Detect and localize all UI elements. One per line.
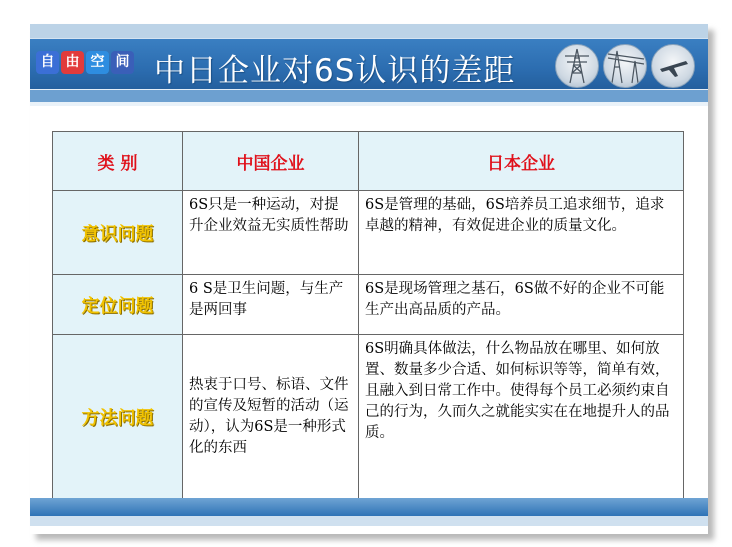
header-top-band (30, 24, 708, 38)
page-title: 中日企业对6S认识的差距 (154, 53, 516, 89)
header-category: 类 别 (53, 132, 183, 191)
logo-char-3: 空 (86, 51, 109, 74)
header-bottom-band (30, 90, 708, 102)
row-japan-text: 6S是现场管理之基石，6S做不好的企业不可能生产出高品质的产品。 (359, 275, 684, 335)
row-category: 定位问题 (53, 275, 183, 335)
footer-band (30, 498, 708, 516)
logo-char-2: 由 (61, 51, 84, 74)
comparison-table (52, 131, 684, 499)
airplane-icon (652, 45, 694, 87)
airplane-photo (651, 44, 695, 88)
power-lines-photo (603, 44, 647, 88)
row-japan-text: 6S是管理的基础，6S培养员工追求细节，追求卓越的精神，有效促进企业的质量文化。 (359, 191, 684, 275)
row-japan-text: 6S明确具体做法，什么物品放在哪里、如何放置、数量多少合适、如何标识等等，简单有效，且融入到日常工作中。使得每个员工必须约束自己的行为，久而久之就能实实在在地提升人的品质。 (359, 335, 684, 499)
power-lines-icon (604, 45, 646, 87)
power-tower-icon (556, 45, 598, 87)
row-china-text: 6S只是一种运动，对提升企业效益无实质性帮助 (183, 191, 359, 275)
row-category: 方法问题 (53, 335, 183, 499)
power-tower-photo (555, 44, 599, 88)
slide (30, 24, 708, 534)
header-china: 中国企业 (183, 132, 359, 191)
header-japan: 日本企业 (359, 132, 684, 191)
table-row (53, 191, 684, 275)
logo-char-4: 间 (111, 51, 134, 74)
table-header-row (53, 132, 684, 191)
row-china-text: 热衷于口号、标语、文件的宣传及短暂的活动（运动），认为6S是一种形式化的东西 (183, 335, 359, 499)
logo (36, 51, 134, 74)
table-row (53, 275, 684, 335)
table-row (53, 335, 684, 499)
row-category: 意识问题 (53, 191, 183, 275)
row-china-text: 6 S是卫生问题，与生产是两回事 (183, 275, 359, 335)
logo-char-1: 自 (36, 51, 59, 74)
footer-band-light (30, 516, 708, 526)
